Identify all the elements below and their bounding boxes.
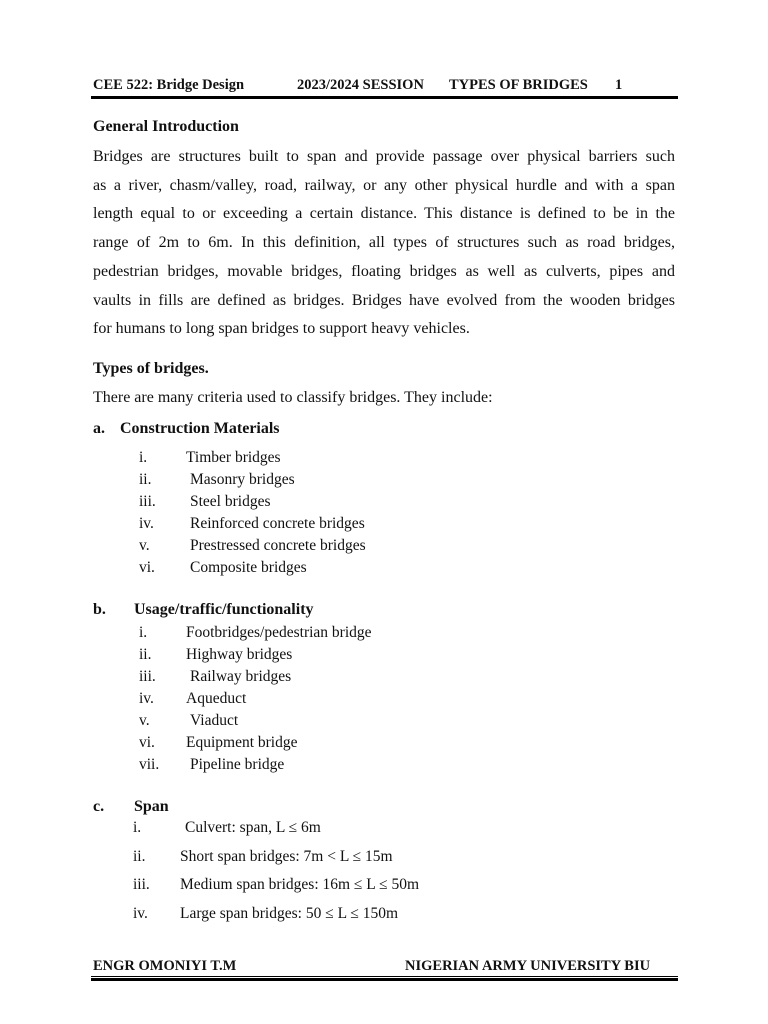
section-title: Construction Materials xyxy=(120,420,280,437)
header-course: CEE 522: Bridge Design xyxy=(93,77,245,93)
intro-line: Bridges are structures built to span and provide passage over physical barriers such xyxy=(93,148,675,165)
intro-line: pedestrian bridges, movable bridges, floating bridges as well as culverts, pipes and xyxy=(93,262,675,280)
list-item: Short span bridges: 7m < L ≤ 15m xyxy=(180,848,393,865)
footer-institution: NIGERIAN ARMY UNIVERSITY BIU xyxy=(405,958,651,974)
list-item: Composite bridges xyxy=(190,559,307,576)
list-item-number: iv. xyxy=(139,690,154,707)
section-title: Span xyxy=(134,798,169,815)
list-item: Aqueduct xyxy=(186,690,247,707)
list-item-number: ii. xyxy=(139,646,152,663)
list-item: Equipment bridge xyxy=(186,734,298,751)
list-item: Pipeline bridge xyxy=(190,756,285,773)
header-page-number: 1 xyxy=(615,77,623,93)
list-item-number: i. xyxy=(139,449,148,466)
intro-paragraph xyxy=(93,143,675,344)
list-item-number: vi. xyxy=(139,559,155,576)
intro-line: length equal to or exceeding a certain distance. This distance is defined to be in the xyxy=(93,205,675,223)
list-item-number: iv. xyxy=(133,905,148,922)
list-item-number: vi. xyxy=(139,734,155,751)
list-item: Masonry bridges xyxy=(190,471,295,488)
list-item: Reinforced concrete bridges xyxy=(190,515,365,532)
list-item-number: ii. xyxy=(133,848,146,865)
list-item: Steel bridges xyxy=(190,493,271,510)
list-item: Prestressed concrete bridges xyxy=(190,537,366,554)
types-intro: There are many criteria used to classify bridges. They include: xyxy=(93,389,493,406)
footer-rule-thin xyxy=(91,976,678,977)
footer-rule-thick xyxy=(91,978,678,981)
section-title: Usage/traffic/functionality xyxy=(134,601,314,618)
list-item-number: iii. xyxy=(139,668,156,685)
list-item: Viaduct xyxy=(190,712,239,729)
intro-line: for humans to long span bridges to support heavy vehicles. xyxy=(93,320,470,338)
section-letter: a. xyxy=(93,420,105,437)
intro-line: vaults in fills are defined as bridges. Bridges have evolved from the wooden bridges xyxy=(93,291,675,309)
list-item-number: i. xyxy=(139,624,148,641)
list-item: Railway bridges xyxy=(190,668,292,685)
list-item-number: iii. xyxy=(139,493,156,510)
list-item: Large span bridges: 50 ≤ L ≤ 150m xyxy=(180,905,399,922)
list-item: Highway bridges xyxy=(186,646,293,663)
list-item-number: ii. xyxy=(139,471,152,488)
types-heading: Types of bridges. xyxy=(93,360,209,377)
list-item-number: iv. xyxy=(139,515,154,532)
footer-author: ENGR OMONIYI T.M xyxy=(93,958,237,974)
list-item: Culvert: span, L ≤ 6m xyxy=(185,819,321,836)
list-item: Medium span bridges: 16m ≤ L ≤ 50m xyxy=(180,876,420,893)
list-item: Timber bridges xyxy=(186,449,281,466)
list-item-number: v. xyxy=(139,537,150,554)
list-item-number: i. xyxy=(133,819,142,836)
list-item-number: iii. xyxy=(133,876,150,893)
section-letter: c. xyxy=(93,798,105,815)
list-item-number: v. xyxy=(139,712,150,729)
list-item-number: vii. xyxy=(139,756,160,773)
header-session: 2023/2024 SESSION xyxy=(297,77,424,93)
intro-line: range of 2m to 6m. In this definition, all types of structures such as road bridges, xyxy=(93,234,675,252)
header-rule xyxy=(91,96,678,99)
header-topic: TYPES OF BRIDGES xyxy=(449,77,588,93)
intro-heading: General Introduction xyxy=(93,118,239,135)
intro-line: as a river, chasm/valley, road, railway, or any other physical hurdle and with a span xyxy=(93,176,675,194)
list-item: Footbridges/pedestrian bridge xyxy=(186,624,372,641)
section-letter: b. xyxy=(93,601,106,618)
